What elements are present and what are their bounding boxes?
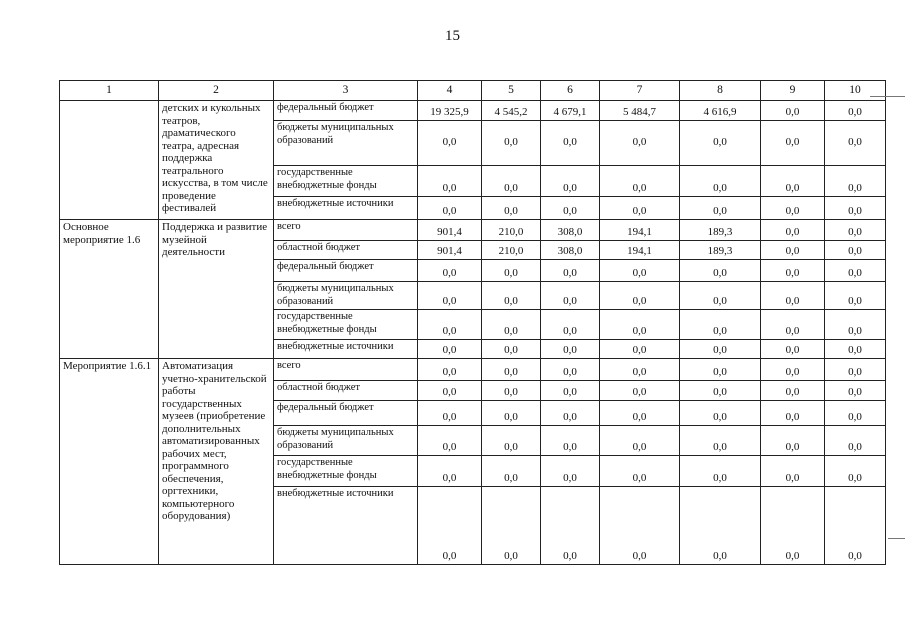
value-cell: 0,0 (418, 197, 482, 220)
value-cell: 0,0 (680, 310, 761, 340)
value-cell: 0,0 (418, 426, 482, 456)
value-cell: 0,0 (825, 456, 886, 487)
value-cell: 210,0 (482, 220, 541, 241)
value-cell: 0,0 (541, 197, 600, 220)
value-cell: 0,0 (825, 197, 886, 220)
value-cell: 0,0 (482, 487, 541, 565)
value-cell: 0,0 (825, 241, 886, 260)
value-cell: 0,0 (761, 260, 825, 282)
value-cell: 0,0 (825, 359, 886, 381)
header-cell: 2 (159, 81, 274, 101)
description-cell: Автоматизация учетно-хранительской работы государственных музеев (приобретение дополнительных автоматизированных рабочих мест, программного обеспечения, оргтехники, компьютерного оборудования) (159, 359, 274, 565)
value-cell: 0,0 (482, 121, 541, 166)
value-cell: 0,0 (541, 260, 600, 282)
funding-source-cell: федеральный бюджет (274, 101, 418, 121)
value-cell: 308,0 (541, 220, 600, 241)
value-cell: 0,0 (600, 310, 680, 340)
value-cell: 0,0 (600, 381, 680, 401)
value-cell: 0,0 (418, 282, 482, 310)
value-cell: 0,0 (600, 401, 680, 426)
value-cell: 0,0 (600, 456, 680, 487)
value-cell: 0,0 (761, 487, 825, 565)
value-cell: 0,0 (761, 282, 825, 310)
value-cell: 0,0 (541, 282, 600, 310)
funding-source-cell: федеральный бюджет (274, 401, 418, 426)
value-cell: 0,0 (600, 282, 680, 310)
value-cell: 0,0 (541, 359, 600, 381)
value-cell: 0,0 (482, 197, 541, 220)
value-cell: 0,0 (600, 197, 680, 220)
funding-source-cell: государственные внебюджетные фонды (274, 166, 418, 197)
header-cell: 10 (825, 81, 886, 101)
value-cell: 0,0 (600, 121, 680, 166)
value-cell: 0,0 (482, 359, 541, 381)
table-row (60, 220, 886, 241)
funding-source-cell: бюджеты муниципальных образований (274, 426, 418, 456)
header-cell: 8 (680, 81, 761, 101)
table-row (60, 359, 886, 381)
value-cell: 0,0 (761, 220, 825, 241)
value-cell: 0,0 (541, 487, 600, 565)
value-cell: 189,3 (680, 241, 761, 260)
value-cell: 0,0 (761, 401, 825, 426)
value-cell: 0,0 (825, 121, 886, 166)
value-cell: 0,0 (600, 359, 680, 381)
value-cell: 0,0 (541, 456, 600, 487)
value-cell: 0,0 (825, 426, 886, 456)
value-cell: 4 679,1 (541, 101, 600, 121)
value-cell: 0,0 (482, 426, 541, 456)
value-cell: 4 616,9 (680, 101, 761, 121)
value-cell: 0,0 (761, 101, 825, 121)
value-cell: 901,4 (418, 220, 482, 241)
value-cell: 0,0 (482, 401, 541, 426)
funding-source-cell: государственные внебюджетные фонды (274, 310, 418, 340)
value-cell: 189,3 (680, 220, 761, 241)
value-cell: 0,0 (825, 166, 886, 197)
measure-cell: Основное мероприятие 1.6 (60, 220, 159, 359)
value-cell: 0,0 (825, 220, 886, 241)
funding-source-cell: федеральный бюджет (274, 260, 418, 282)
funding-source-cell: внебюджетные источники (274, 197, 418, 220)
description-cell: Поддержка и развитие музейной деятельности (159, 220, 274, 359)
value-cell: 194,1 (600, 241, 680, 260)
value-cell: 0,0 (541, 121, 600, 166)
header-cell: 5 (482, 81, 541, 101)
value-cell: 0,0 (680, 260, 761, 282)
value-cell: 0,0 (482, 282, 541, 310)
value-cell: 0,0 (761, 426, 825, 456)
value-cell: 0,0 (482, 260, 541, 282)
header-cell: 4 (418, 81, 482, 101)
value-cell: 0,0 (680, 456, 761, 487)
value-cell: 0,0 (418, 310, 482, 340)
value-cell: 0,0 (541, 381, 600, 401)
value-cell: 0,0 (825, 282, 886, 310)
value-cell: 0,0 (761, 121, 825, 166)
value-cell: 0,0 (761, 456, 825, 487)
value-cell: 0,0 (680, 359, 761, 381)
header-cell: 7 (600, 81, 680, 101)
scan-mark (888, 538, 905, 539)
value-cell: 0,0 (825, 381, 886, 401)
value-cell: 0,0 (680, 381, 761, 401)
funding-source-cell: государственные внебюджетные фонды (274, 456, 418, 487)
funding-source-cell: областной бюджет (274, 381, 418, 401)
value-cell: 0,0 (761, 310, 825, 340)
value-cell: 0,0 (825, 340, 886, 359)
header-row (60, 81, 886, 101)
value-cell: 0,0 (541, 310, 600, 340)
value-cell: 19 325,9 (418, 101, 482, 121)
description-cell: детских и кукольных театров, драматического театра, адресная поддержка театрального искусства, в том числе проведение фестивалей (159, 101, 274, 220)
value-cell: 0,0 (761, 359, 825, 381)
value-cell: 0,0 (418, 401, 482, 426)
value-cell: 0,0 (418, 121, 482, 166)
value-cell: 0,0 (761, 381, 825, 401)
funding-source-cell: всего (274, 359, 418, 381)
value-cell: 0,0 (541, 426, 600, 456)
header-cell: 1 (60, 81, 159, 101)
header-cell: 9 (761, 81, 825, 101)
value-cell: 0,0 (482, 166, 541, 197)
value-cell: 0,0 (825, 101, 886, 121)
value-cell: 210,0 (482, 241, 541, 260)
value-cell: 0,0 (680, 197, 761, 220)
header-cell: 6 (541, 81, 600, 101)
value-cell: 0,0 (482, 310, 541, 340)
measure-cell (60, 101, 159, 220)
value-cell: 0,0 (541, 340, 600, 359)
value-cell: 0,0 (680, 426, 761, 456)
funding-source-cell: внебюджетные источники (274, 487, 418, 565)
value-cell: 0,0 (761, 197, 825, 220)
value-cell: 0,0 (600, 340, 680, 359)
value-cell: 4 545,2 (482, 101, 541, 121)
value-cell: 308,0 (541, 241, 600, 260)
value-cell: 5 484,7 (600, 101, 680, 121)
funding-source-cell: областной бюджет (274, 241, 418, 260)
value-cell: 0,0 (825, 401, 886, 426)
value-cell: 0,0 (482, 456, 541, 487)
value-cell: 0,0 (418, 340, 482, 359)
value-cell: 0,0 (761, 166, 825, 197)
funding-source-cell: бюджеты муниципальных образований (274, 121, 418, 166)
value-cell: 0,0 (418, 166, 482, 197)
value-cell: 0,0 (541, 401, 600, 426)
table-row (60, 101, 886, 121)
value-cell: 0,0 (761, 340, 825, 359)
scan-mark (870, 96, 905, 97)
value-cell: 0,0 (825, 310, 886, 340)
value-cell: 0,0 (418, 381, 482, 401)
value-cell: 0,0 (825, 260, 886, 282)
value-cell: 0,0 (418, 456, 482, 487)
value-cell: 0,0 (600, 166, 680, 197)
value-cell: 0,0 (680, 340, 761, 359)
header-cell: 3 (274, 81, 418, 101)
measure-cell: Мероприятие 1.6.1 (60, 359, 159, 565)
funding-source-cell: всего (274, 220, 418, 241)
value-cell: 0,0 (541, 166, 600, 197)
value-cell: 0,0 (418, 487, 482, 565)
table-body (60, 81, 886, 565)
value-cell: 0,0 (482, 381, 541, 401)
value-cell: 0,0 (600, 260, 680, 282)
value-cell: 0,0 (418, 359, 482, 381)
value-cell: 194,1 (600, 220, 680, 241)
value-cell: 0,0 (418, 260, 482, 282)
funding-source-cell: внебюджетные источники (274, 340, 418, 359)
value-cell: 0,0 (600, 487, 680, 565)
value-cell: 0,0 (600, 426, 680, 456)
value-cell: 0,0 (680, 121, 761, 166)
funding-source-cell: бюджеты муниципальных образований (274, 282, 418, 310)
value-cell: 0,0 (761, 241, 825, 260)
page-number: 15 (445, 28, 460, 44)
value-cell: 0,0 (680, 282, 761, 310)
value-cell: 0,0 (680, 487, 761, 565)
value-cell: 0,0 (825, 487, 886, 565)
value-cell: 0,0 (482, 340, 541, 359)
value-cell: 0,0 (680, 401, 761, 426)
budget-table (59, 80, 886, 565)
value-cell: 0,0 (680, 166, 761, 197)
value-cell: 901,4 (418, 241, 482, 260)
